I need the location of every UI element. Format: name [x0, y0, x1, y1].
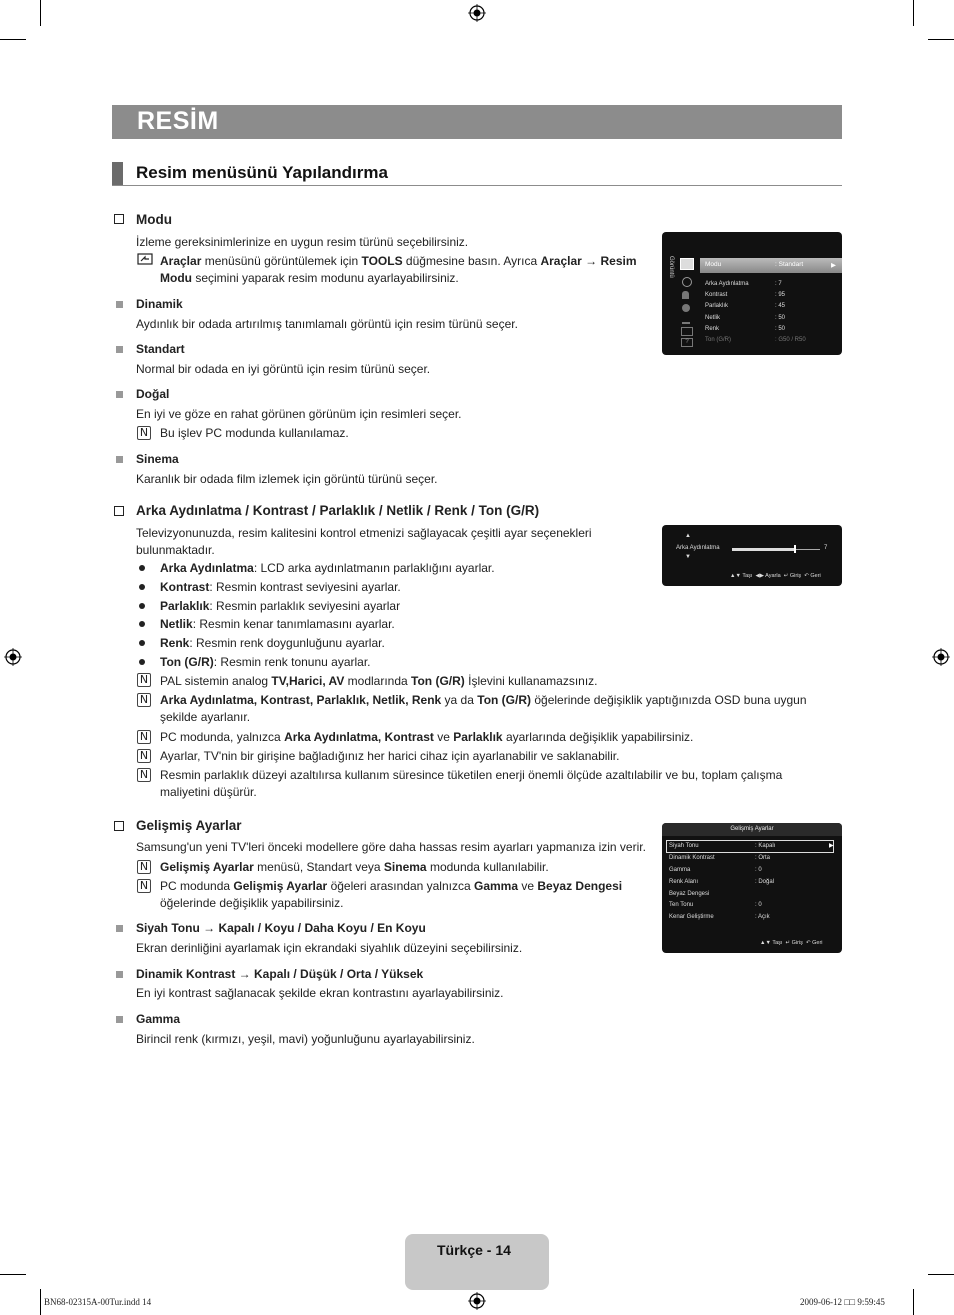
registration-mark-icon	[932, 648, 950, 666]
tools-note-line2: Modu seçimini yaparak resim modunu ayarlayabilirsiniz.	[160, 271, 459, 285]
note-text: şekilde ayarlanır.	[160, 710, 251, 724]
setting-bullet: Parlaklık: Resmin parlaklık seviyesini ayarlar	[160, 599, 401, 613]
input-icon	[682, 316, 690, 324]
osd-row-key: Ton (G/R)	[705, 337, 732, 343]
note-text: PC modunda, yalnızca Arka Aydınlatma, Kontrast ve Parlaklık ayarlarında değişiklik yapabilirsiniz.	[160, 730, 694, 744]
note-text: öğelerinde değişiklik yapabilirsiniz.	[160, 896, 344, 910]
note-text: Gelişmiş Ayarlar menüsü, Standart veya Sinema modunda kullanılabilir.	[160, 860, 549, 874]
bullet-dot-icon	[139, 621, 145, 627]
mode-item-desc: En iyi ve göze en rahat görünen görünüm için resimleri seçer.	[136, 407, 462, 421]
square-bullet-icon	[116, 1016, 123, 1023]
checkbox-icon	[114, 214, 124, 224]
registration-mark-icon	[468, 4, 486, 22]
bullet-dot-icon	[139, 640, 145, 646]
osd-slider-label: Arka Aydınlatma	[676, 545, 720, 551]
tools-note-line1: Araçlar menüsünü görüntülemek için TOOLS düğmesine basın. Ayrıca Araçlar → Resim	[160, 254, 637, 268]
note-icon: N	[137, 673, 151, 687]
checkbox-icon	[114, 821, 124, 831]
arka-intro: bulunmaktadır.	[136, 543, 215, 557]
note-icon: N	[137, 749, 151, 763]
setting-bullet: Renk: Resmin renk doygunluğunu ayarlar.	[160, 636, 385, 650]
mode-item-name: Doğal	[136, 387, 170, 401]
setting-bullet: Kontrast: Resmin kontrast seviyesini ayarlar.	[160, 580, 401, 594]
osd-row-key: Arka Aydınlatma	[705, 281, 749, 287]
checkbox-icon	[114, 506, 124, 516]
setting-bullet: Netlik: Resmin kenar tanımlamasını ayarlar.	[160, 617, 395, 631]
print-date-info: 2009-06-12 □□ 9:59:45	[800, 1297, 885, 1307]
bullet-dot-icon	[139, 659, 145, 665]
osd-row-value: : G50 / R50	[775, 337, 806, 343]
osd-row-value: : Doğal	[755, 879, 775, 885]
osd-row-value: : 0	[755, 867, 762, 873]
page-title: RESİM	[137, 107, 219, 135]
application-icon	[681, 327, 693, 336]
section-rule	[112, 185, 842, 186]
square-bullet-icon	[116, 925, 123, 932]
note-icon: N	[137, 730, 151, 744]
note-text: Arka Aydınlatma, Kontrast, Parlaklık, Netlik, Renk ya da Ton (G/R) öğelerinde değişiklik yaptığınızda OSD buna uygun	[160, 693, 807, 707]
osd-side-label: Görüntü	[668, 256, 674, 278]
mode-item-note: Bu işlev PC modunda kullanılamaz.	[160, 426, 349, 440]
crop-mark	[0, 1274, 26, 1275]
note-text: maliyetini düşürür.	[160, 785, 257, 799]
osd-backlight-slider	[662, 525, 842, 586]
advanced-item-desc: En iyi kontrast sağlanacak şekilde ekran kontrastını ayarlayabilirsiniz.	[136, 986, 504, 1000]
osd-row-key: Renk Alanı	[669, 879, 699, 885]
registration-mark-icon	[4, 648, 22, 666]
support-icon: ?	[681, 338, 693, 347]
osd-title: Gelişmiş Ayarlar	[730, 826, 774, 832]
section-marker	[112, 162, 123, 185]
osd-row-key: Ten Tonu	[669, 902, 694, 908]
osd-row-key: Kenar Geliştirme	[669, 914, 714, 920]
osd-arrow-right-icon: ▶	[829, 843, 834, 849]
crop-mark	[928, 1274, 954, 1275]
registration-mark-icon	[468, 1292, 486, 1310]
note-text: Resmin parlaklık düzeyi azaltılırsa kullanım süresince tüketilen enerji önemli ölçüde azaltılabilir ve bu, toplam çalışma	[160, 768, 783, 782]
osd-row-value: : 50	[775, 315, 786, 321]
modu-intro: İzleme gereksinimlerinize en uygun resim türünü seçebilirsiniz.	[136, 235, 469, 249]
osd-row-key: Netlik	[705, 315, 721, 321]
osd-row-value: : 7	[775, 281, 782, 287]
advanced-item-name: Dinamik Kontrast → Kapalı / Düşük / Orta / Yüksek	[136, 967, 424, 981]
osd-row-key: Renk	[705, 326, 720, 332]
picture-icon	[680, 258, 694, 270]
gelismis-intro: Samsung'un yeni TV'leri önceki modellere göre daha hassas resim ayarları yapmanıza izin verir.	[136, 840, 646, 854]
osd-row-key: Kontrast	[705, 292, 728, 298]
square-bullet-icon	[116, 301, 123, 308]
square-bullet-icon	[116, 346, 123, 353]
note-text: PAL sistemin analog TV,Harici, AV modlarında Ton (G/R) İşlevini kullanamazsınız.	[160, 674, 598, 688]
arka-heading: Arka Aydınlatma / Kontrast / Parlaklık / Netlik / Renk / Ton (G/R)	[136, 503, 540, 518]
osd-advanced-settings	[662, 823, 842, 953]
crop-mark	[928, 39, 954, 40]
osd-row-key: Modu	[705, 261, 722, 268]
osd-slider-fill	[732, 548, 794, 551]
osd-row-value: : Kapalı	[755, 843, 776, 849]
osd-arrow-down-icon: ▼	[685, 554, 691, 560]
osd-row-key: Parlaklık	[705, 303, 729, 309]
print-file-info: BN68-02315A-00Tur.indd 14	[44, 1297, 152, 1307]
setup-icon	[682, 291, 689, 299]
mode-item-desc: Karanlık bir odada film izlemek için görüntü türünü seçer.	[136, 472, 438, 486]
bullet-dot-icon	[139, 584, 145, 590]
advanced-item-name: Siyah Tonu → Kapalı / Koyu / Daha Koyu / En Koyu	[136, 921, 426, 935]
osd-row-value: : 45	[775, 303, 786, 309]
advanced-item-name: Gamma	[136, 1012, 181, 1026]
page-number-label: Türkçe - 14	[437, 1242, 511, 1258]
osd-row-key: Siyah Tonu	[669, 843, 699, 849]
osd-row-key: Gamma	[669, 867, 691, 873]
osd-arrow-right-icon: ▶	[831, 262, 836, 269]
osd-legend: ▲▼ Taşı ◀▶ Ayarla ↵ Giriş ↶ Geri	[730, 573, 821, 579]
crop-mark	[913, 0, 914, 26]
osd-arrow-up-icon: ▲	[685, 533, 691, 539]
osd-row-value: : 95	[775, 292, 786, 298]
crop-mark	[40, 1289, 41, 1315]
note-icon: N	[137, 860, 151, 874]
square-bullet-icon	[116, 456, 123, 463]
setting-bullet: Ton (G/R): Resmin renk tonunu ayarlar.	[160, 655, 371, 669]
mode-item-name: Standart	[136, 342, 185, 356]
note-icon: N	[137, 693, 151, 707]
osd-row-value: : 0	[755, 902, 762, 908]
mode-item-name: Sinema	[136, 452, 179, 466]
crop-mark	[0, 39, 26, 40]
osd-row-key: Beyaz Dengesi	[669, 891, 710, 897]
crop-mark	[913, 1289, 914, 1315]
osd-row-value: : Açık	[755, 914, 770, 920]
modu-heading: Modu	[136, 212, 172, 227]
osd-row-key: Dinamik Kontrast	[669, 855, 715, 861]
mode-item-name: Dinamik	[136, 297, 183, 311]
note-text: PC modunda Gelişmiş Ayarlar öğeleri arasından yalnızca Gamma ve Beyaz Dengesi	[160, 879, 623, 893]
osd-picture-menu	[662, 232, 842, 355]
section-title: Resim menüsünü Yapılandırma	[136, 163, 388, 182]
advanced-item-desc: Ekran derinliğini ayarlamak için ekrandaki siyahlık düzeyini seçebilirsiniz.	[136, 941, 523, 955]
note-icon: N	[137, 768, 151, 782]
square-bullet-icon	[116, 391, 123, 398]
tools-icon	[137, 253, 153, 267]
note-icon: N	[137, 426, 151, 440]
mode-item-desc: Normal bir odada en iyi görüntü için resim türünü seçer.	[136, 362, 431, 376]
gelismis-heading: Gelişmiş Ayarlar	[136, 818, 242, 833]
osd-slider-knob	[794, 545, 796, 553]
note-icon: N	[137, 879, 151, 893]
osd-row-value: : 50	[775, 326, 786, 332]
osd-row-value: : Orta	[755, 855, 771, 861]
osd-slider-value: 7	[824, 545, 828, 551]
gear-icon	[682, 304, 690, 312]
page-title-bar	[112, 105, 842, 139]
page-number-tab	[405, 1234, 549, 1290]
sound-icon	[682, 277, 692, 287]
osd-row-value: : Standart	[775, 261, 804, 268]
arka-intro: Televizyonunuzda, resim kalitesini kontrol etmenizi sağlayacak çeşitli ayar seçenekleri	[136, 526, 592, 540]
bullet-dot-icon	[139, 565, 145, 571]
osd-highlight-row	[700, 258, 842, 273]
osd-legend: ▲▼ Taşı ↵ Giriş ↶ Geri	[760, 940, 823, 946]
mode-item-desc: Aydınlık bir odada artırılmış tanımlamalı görüntü için resim türünü seçer.	[136, 317, 518, 331]
setting-bullet: Arka Aydınlatma: LCD arka aydınlatmanın parlaklığını ayarlar.	[160, 561, 495, 575]
bullet-dot-icon	[139, 603, 145, 609]
advanced-item-desc: Birincil renk (kırmızı, yeşil, mavi) yoğunluğunu ayarlayabilirsiniz.	[136, 1032, 475, 1046]
crop-mark	[40, 0, 41, 26]
note-text: Ayarlar, TV'nin bir girişine bağladığınız her harici cihaz için ayarlanabilir ve saklanabilir.	[160, 749, 620, 763]
square-bullet-icon	[116, 971, 123, 978]
